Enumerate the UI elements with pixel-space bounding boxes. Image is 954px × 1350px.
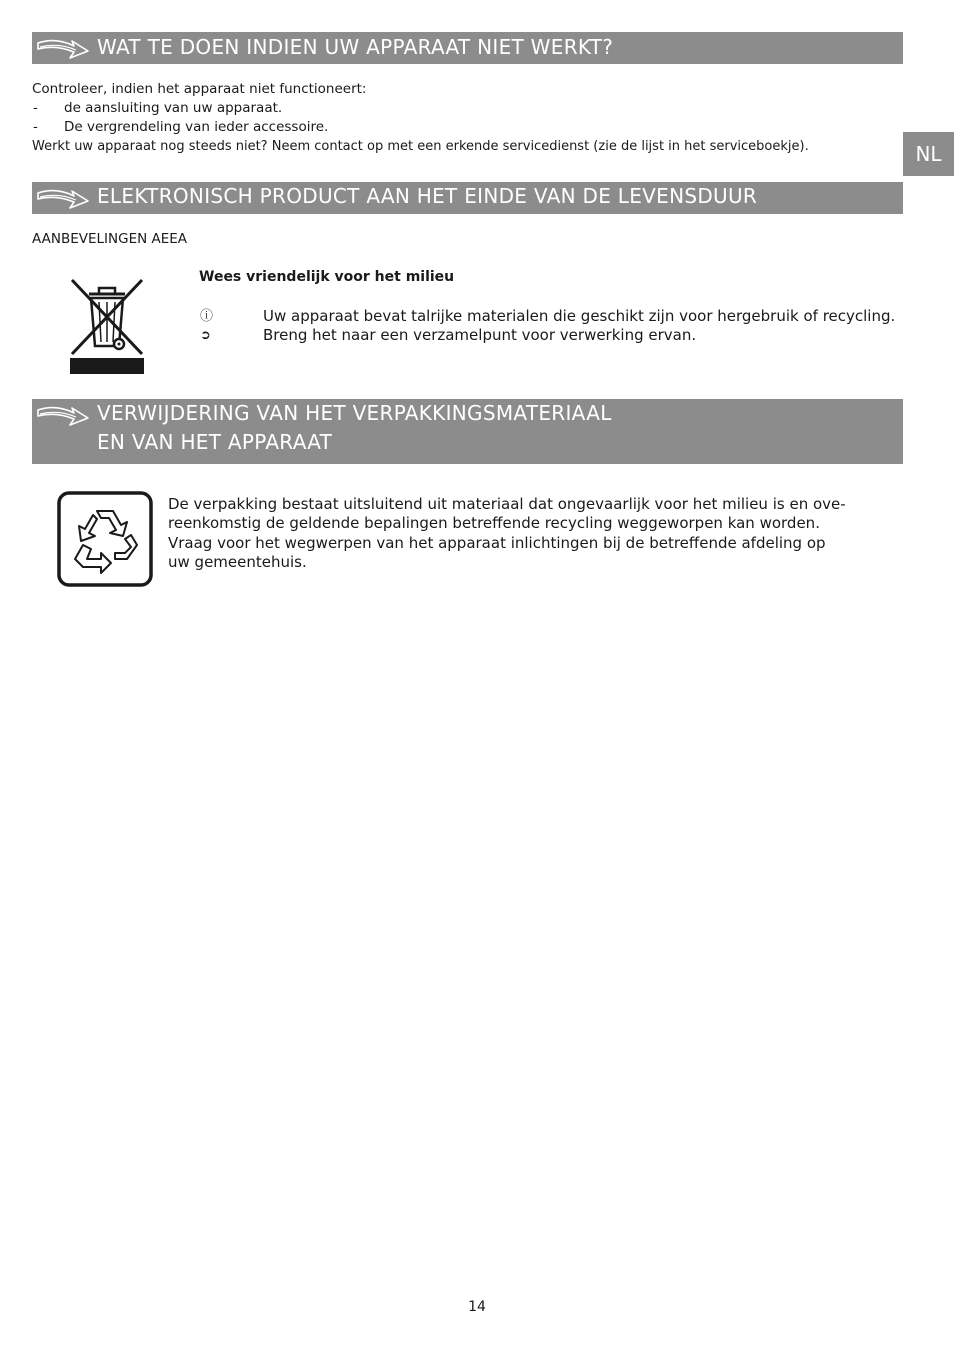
section-header-not-working [32,32,903,64]
packaging-line: Vraag voor het wegwerpen van het apparaat inlichtingen bij de betreffende afdeling op [168,534,826,552]
info-bullet-icon: ⓘ [200,309,214,324]
intro-text: Controleer, indien het apparaat niet functioneert: [32,81,367,97]
section-title: WAT TE DOEN INDIEN UW APPARAAT NIET WERKT? [97,35,614,59]
recycle-icon [57,491,153,587]
section-header-end-of-life [32,182,903,214]
language-tab: NL [903,132,954,176]
aeea-label: AANBEVELINGEN AEEA [32,231,188,247]
section-title: ELEKTRONISCH PRODUCT AAN HET EINDE VAN DE LEVENSDUUR [97,184,758,208]
list-dash: - [33,119,38,135]
section-header-packaging [32,399,903,464]
section-title-line2: EN VAN HET APPARAAT [97,430,333,454]
section-arrow-icon [36,188,90,210]
list-item: De vergrendeling van ieder accessoire. [64,119,329,135]
section-arrow-icon [36,405,90,427]
crossed-out-bin-icon [68,276,146,374]
point-text: Uw apparaat bevat talrijke materialen die geschikt zijn voor hergebruik of recycling. [263,307,896,325]
packaging-line: De verpakking bestaat uitsluitend uit materiaal dat ongevaarlijk voor het milieu is en ove- [168,495,846,513]
section-title-line1: VERWIJDERING VAN HET VERPAKKINGSMATERIAAL [97,401,612,425]
packaging-line: reenkomstig de geldende bepalingen betreffende recycling weggeworpen kan worden. [168,514,820,532]
outro-text: Werkt uw apparaat nog steeds niet? Neem contact op met een erkende servicedienst (zie de lijst in het serviceboekje). [32,139,809,154]
point-text: Breng het naar een verzamelpunt voor verwerking ervan. [263,326,697,344]
list-item: de aansluiting van uw apparaat. [64,100,283,116]
arrow-bullet-icon: ➲ [200,328,211,343]
packaging-line: uw gemeentehuis. [168,553,307,571]
list-dash: - [33,100,38,116]
eco-heading: Wees vriendelijk voor het milieu [199,269,455,285]
page-number: 14 [468,1299,486,1315]
section-arrow-icon [36,38,90,60]
